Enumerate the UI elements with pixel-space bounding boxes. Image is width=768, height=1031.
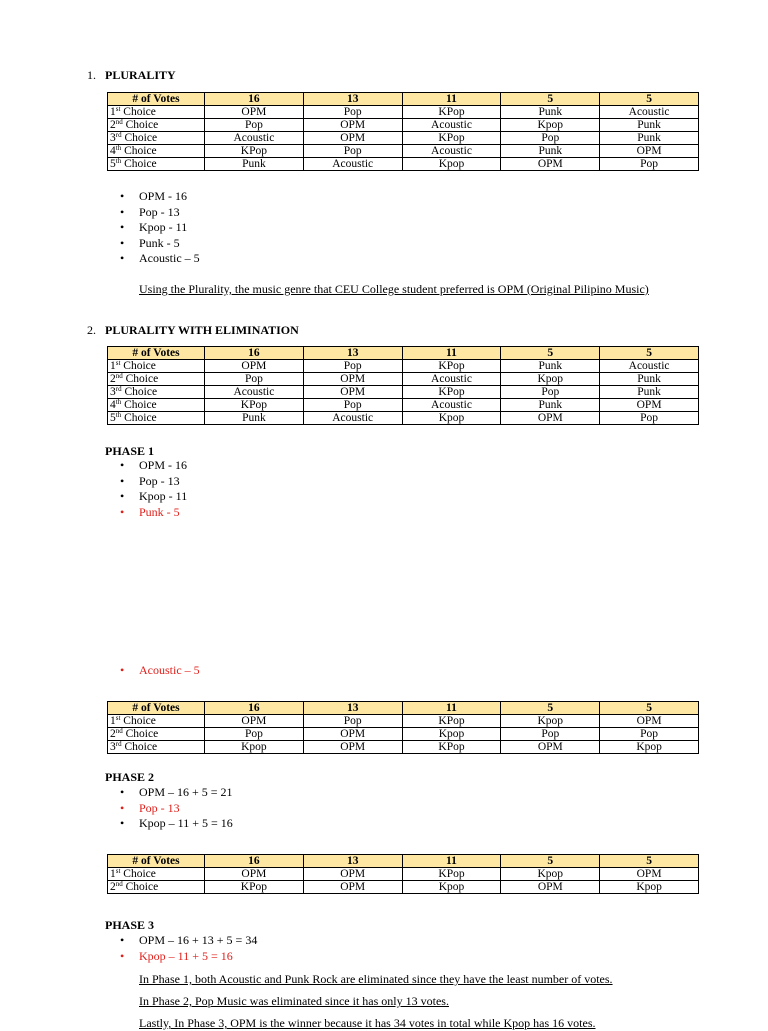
column-header: 13 [303, 855, 402, 868]
table-cell: KPop [402, 741, 501, 754]
row-label: 1st Choice [108, 868, 205, 881]
table-cell: OPM [205, 868, 304, 881]
table-cell: Punk [600, 386, 699, 399]
table-row [108, 386, 699, 399]
table-cell: KPop [402, 386, 501, 399]
column-header: 5 [600, 702, 699, 715]
table-row [108, 715, 699, 728]
table-cell: KPop [402, 132, 501, 145]
table-cell: Pop [501, 386, 600, 399]
table-cell: Kpop [205, 741, 304, 754]
row-label: 1st Choice [108, 106, 205, 119]
table-cell: OPM [501, 158, 600, 171]
column-header: # of Votes [108, 855, 205, 868]
section1-bullets [120, 189, 200, 267]
table-header-row [108, 855, 699, 868]
table-cell: Kpop [501, 119, 600, 132]
table-cell: Kpop [501, 373, 600, 386]
table-row [108, 412, 699, 425]
column-header: 5 [501, 702, 600, 715]
column-header: 5 [501, 855, 600, 868]
table-row [108, 360, 699, 373]
table-cell: Punk [501, 106, 600, 119]
table-cell: Punk [600, 373, 699, 386]
row-label: 2nd Choice [108, 728, 205, 741]
list-item-eliminated: • Acoustic – 5 [120, 663, 200, 679]
table-cell: Kpop [501, 715, 600, 728]
table-cell: Pop [501, 728, 600, 741]
table-cell: Punk [600, 132, 699, 145]
table-cell: Acoustic [402, 145, 501, 158]
row-label: 5th Choice [108, 158, 205, 171]
table-cell: Pop [600, 158, 699, 171]
list-item: • Kpop – 11 + 5 = 16 [120, 816, 233, 832]
table-cell: Kpop [402, 881, 501, 894]
column-header: 13 [303, 347, 402, 360]
table-cell: Kpop [600, 741, 699, 754]
table-cell: Pop [303, 145, 402, 158]
column-header: 13 [303, 93, 402, 106]
table-cell: OPM [600, 145, 699, 158]
table-cell: OPM [303, 741, 402, 754]
table-cell: Kpop [501, 868, 600, 881]
row-label: 1st Choice [108, 715, 205, 728]
table-cell: Acoustic [205, 386, 304, 399]
table-cell: OPM [303, 868, 402, 881]
table-cell: Pop [303, 360, 402, 373]
table-cell: Kpop [402, 728, 501, 741]
section1-number: 1. [87, 68, 96, 82]
column-header: # of Votes [108, 347, 205, 360]
list-item: • Pop - 13 [120, 205, 200, 221]
table-cell: Pop [205, 373, 304, 386]
table-cell: OPM [303, 119, 402, 132]
column-header: 16 [205, 702, 304, 715]
column-header: 11 [402, 347, 501, 360]
phase1-bullets [120, 458, 187, 520]
table-cell: Pop [303, 106, 402, 119]
table-cell: KPop [205, 399, 304, 412]
table-row [108, 145, 699, 158]
section2-number: 2. [87, 323, 96, 337]
table-cell: KPop [205, 145, 304, 158]
list-item: • OPM - 16 [120, 458, 187, 474]
table-cell: OPM [205, 106, 304, 119]
column-header: 16 [205, 855, 304, 868]
row-label: 1st Choice [108, 360, 205, 373]
table-cell: OPM [205, 360, 304, 373]
phase3-bullets [120, 933, 257, 964]
row-label: 4th Choice [108, 399, 205, 412]
table-cell: KPop [402, 106, 501, 119]
phase2-title: PHASE 2 [105, 770, 155, 784]
table-cell: OPM [303, 881, 402, 894]
table-cell: Kpop [600, 881, 699, 894]
table-cell: Acoustic [402, 373, 501, 386]
column-header: 11 [402, 702, 501, 715]
row-label: 3rd Choice [108, 386, 205, 399]
table-cell: OPM [303, 728, 402, 741]
table-cell: OPM [501, 412, 600, 425]
table-plurality-elimination [107, 346, 699, 425]
table-cell: Acoustic [600, 360, 699, 373]
table-cell: Pop [600, 412, 699, 425]
phase1-title: PHASE 1 [105, 444, 155, 458]
table-phase1-result [107, 701, 699, 754]
table-cell: Pop [205, 728, 304, 741]
phase2-bullets [120, 785, 233, 832]
phase3-note-3: Lastly, In Phase 3, OPM is the winner because it has 34 votes in total while Kpop has 16 votes. [139, 1016, 596, 1030]
list-item-eliminated: • Punk - 5 [120, 505, 187, 521]
list-item: • OPM - 16 [120, 189, 200, 205]
table-header-row [108, 347, 699, 360]
list-item: • Pop - 13 [120, 474, 187, 490]
table-cell: Acoustic [205, 132, 304, 145]
table-cell: Acoustic [402, 399, 501, 412]
table-cell: OPM [600, 715, 699, 728]
list-item: • OPM – 16 + 13 + 5 = 34 [120, 933, 257, 949]
row-label: 2nd Choice [108, 881, 205, 894]
table-cell: OPM [205, 715, 304, 728]
table-cell: Pop [303, 715, 402, 728]
table-cell: KPop [402, 360, 501, 373]
table-cell: Acoustic [303, 412, 402, 425]
list-item: • Acoustic – 5 [120, 251, 200, 267]
table-cell: OPM [303, 373, 402, 386]
table-cell: Pop [205, 119, 304, 132]
section1-title: PLURALITY [105, 68, 176, 82]
row-label: 3rd Choice [108, 132, 205, 145]
list-item-eliminated: • Kpop – 11 + 5 = 16 [120, 949, 257, 965]
table-row [108, 373, 699, 386]
table-cell: Punk [501, 360, 600, 373]
list-item: • Kpop - 11 [120, 489, 187, 505]
phase3-title: PHASE 3 [105, 918, 155, 932]
table-cell: Kpop [402, 412, 501, 425]
table-phase2-result [107, 854, 699, 894]
table-cell: Punk [205, 412, 304, 425]
section2-heading [87, 323, 299, 338]
row-label: 3rd Choice [108, 741, 205, 754]
column-header: 13 [303, 702, 402, 715]
table-row [108, 741, 699, 754]
table-row [108, 399, 699, 412]
table-cell: OPM [600, 399, 699, 412]
phase3-note-1: In Phase 1, both Acoustic and Punk Rock are eliminated since they have the least number of votes. [139, 972, 613, 986]
section1-heading [87, 68, 176, 83]
table-row [108, 106, 699, 119]
row-label: 4th Choice [108, 145, 205, 158]
table-cell: Pop [303, 399, 402, 412]
column-header: 16 [205, 347, 304, 360]
table-cell: Kpop [402, 158, 501, 171]
column-header: # of Votes [108, 93, 205, 106]
column-header: 11 [402, 93, 501, 106]
table-cell: Pop [501, 132, 600, 145]
column-header: 5 [501, 93, 600, 106]
table-cell: OPM [303, 132, 402, 145]
table-row [108, 119, 699, 132]
table-cell: OPM [600, 868, 699, 881]
table-cell: KPop [402, 715, 501, 728]
table-cell: Acoustic [303, 158, 402, 171]
table-row [108, 881, 699, 894]
table-cell: KPop [402, 868, 501, 881]
column-header: # of Votes [108, 702, 205, 715]
table-cell: Punk [600, 119, 699, 132]
table-row [108, 132, 699, 145]
row-label: 5th Choice [108, 412, 205, 425]
table-cell: Punk [205, 158, 304, 171]
table-cell: Punk [501, 145, 600, 158]
row-label: 2nd Choice [108, 119, 205, 132]
table-row [108, 158, 699, 171]
table-cell: Pop [600, 728, 699, 741]
table-cell: Acoustic [600, 106, 699, 119]
table-header-row [108, 702, 699, 715]
table-cell: Punk [501, 399, 600, 412]
table-row [108, 728, 699, 741]
table-plurality [107, 92, 699, 171]
column-header: 5 [501, 347, 600, 360]
list-item: • Kpop - 11 [120, 220, 200, 236]
column-header: 5 [600, 93, 699, 106]
section2-title: PLURALITY WITH ELIMINATION [105, 323, 299, 337]
column-header: 5 [600, 347, 699, 360]
table-cell: Acoustic [402, 119, 501, 132]
column-header: 5 [600, 855, 699, 868]
list-item: • OPM – 16 + 5 = 21 [120, 785, 233, 801]
table-cell: KPop [205, 881, 304, 894]
table-cell: OPM [501, 881, 600, 894]
table-header-row [108, 93, 699, 106]
table-cell: OPM [303, 386, 402, 399]
list-item: • Punk - 5 [120, 236, 200, 252]
list-item-eliminated: • Pop - 13 [120, 801, 233, 817]
phase3-note-2: In Phase 2, Pop Music was eliminated since it has only 13 votes. [139, 994, 449, 1008]
table-cell: OPM [501, 741, 600, 754]
column-header: 11 [402, 855, 501, 868]
table-row [108, 868, 699, 881]
phase1-eliminated-bullet [120, 663, 200, 679]
section1-conclusion: Using the Plurality, the music genre that CEU College student preferred is OPM (Original Pilipino Music) [139, 282, 649, 296]
column-header: 16 [205, 93, 304, 106]
row-label: 2nd Choice [108, 373, 205, 386]
